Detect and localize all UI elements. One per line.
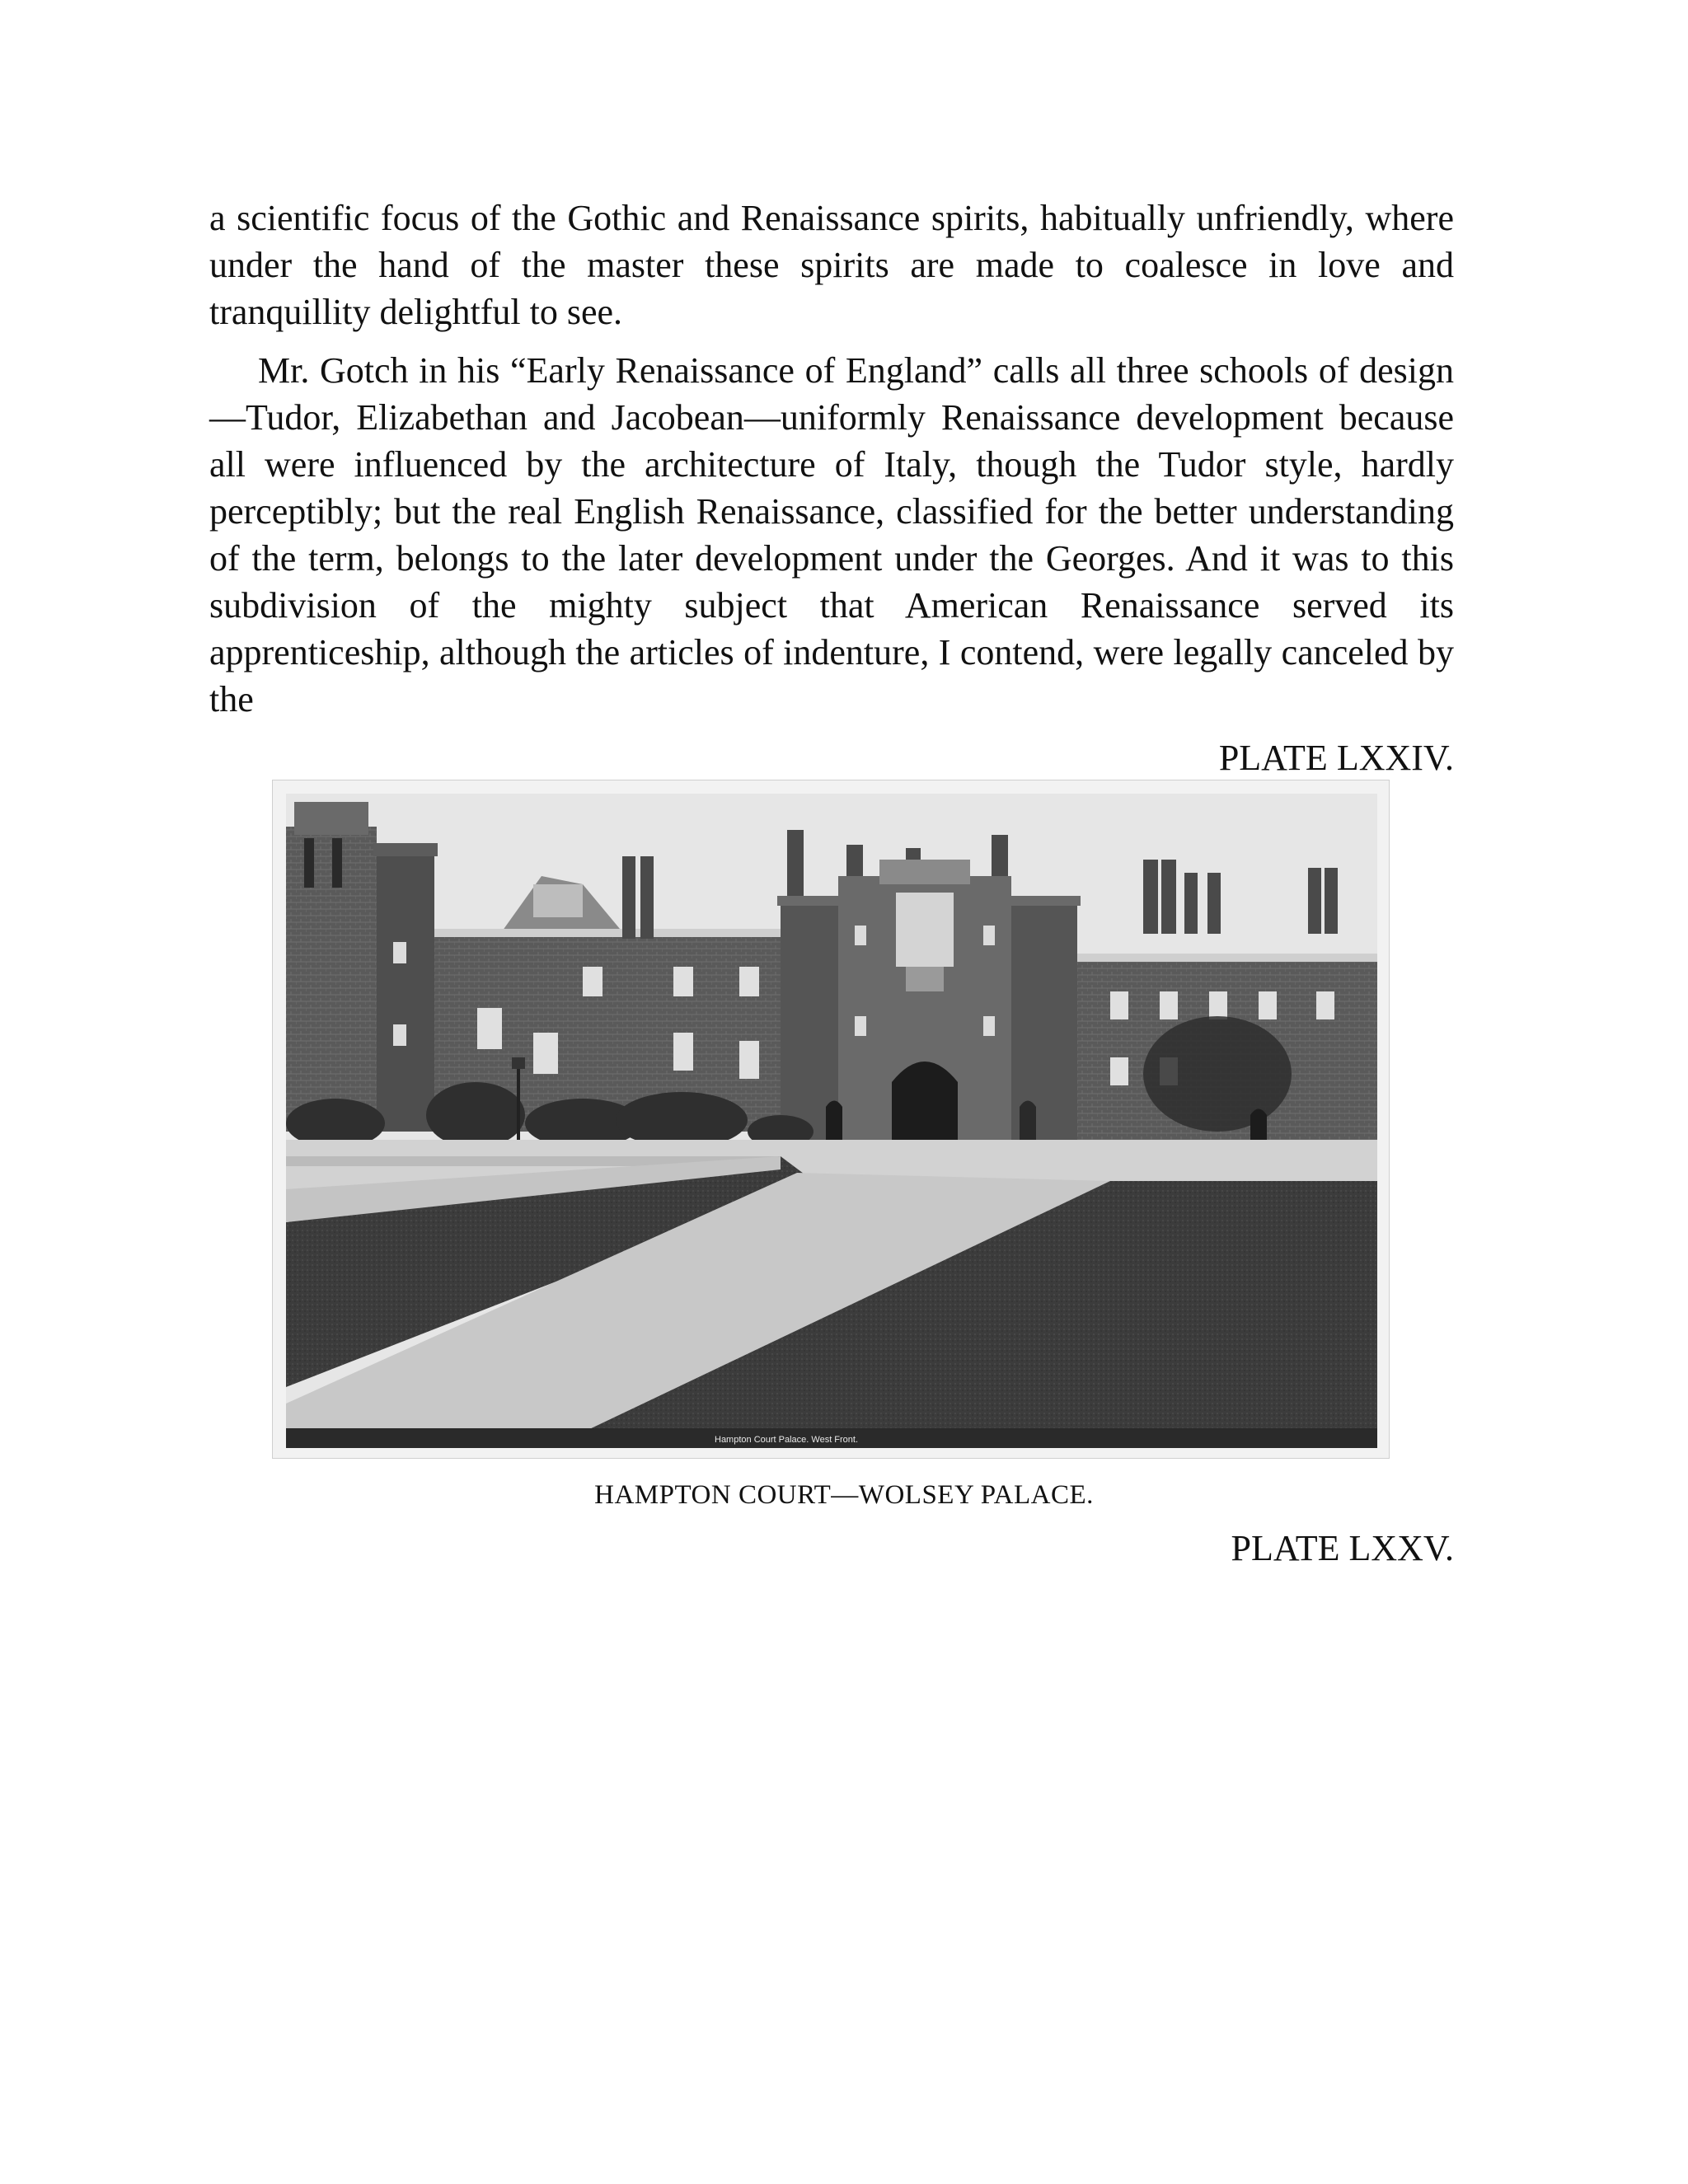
hampton-court-photo [286, 794, 1377, 1448]
paragraph-1: a scientific focus of the Gothic and Renaissance spirits, habitually unfriendly, where under the hand of the master these spirits are made to coalesce in love and tranquillity delightful to see. [209, 198, 1454, 332]
body-text-paragraph-2 [209, 347, 1454, 723]
plate-label-lxxiv: PLATE LXXIV. [1218, 738, 1454, 778]
gate-archway [892, 1062, 958, 1140]
plate-label-lxxv: PLATE LXXV. [1231, 1528, 1454, 1568]
gatehouse-right-tower [1011, 901, 1077, 1140]
body-text-paragraph-1 [209, 194, 1454, 335]
photo-inscription: Hampton Court Palace. West Front. [715, 1435, 859, 1445]
left-tower [377, 851, 434, 1132]
plate-caption: HAMPTON COURT—WOLSEY PALACE. [594, 1480, 1094, 1510]
plate-photograph [272, 780, 1390, 1459]
left-wing [286, 827, 377, 1132]
ivy [1143, 1016, 1292, 1132]
paragraph-2: Mr. Gotch in his “Early Renaissance of England” calls all three schools of design—Tudor, Elizabethan and Jacobean—uniformly Renaissance development because all were influenced by the architecture of Italy, though the Tudor style, hardly perceptibly; but the real English Renaissance, classified for the better understanding of the term, belongs to the later development under the Georges. And it was to this subdivision of the mighty subject that American Renaissance served its apprenticeship, although the articles of indenture, I contend, were legally canceled by the [209, 350, 1454, 719]
